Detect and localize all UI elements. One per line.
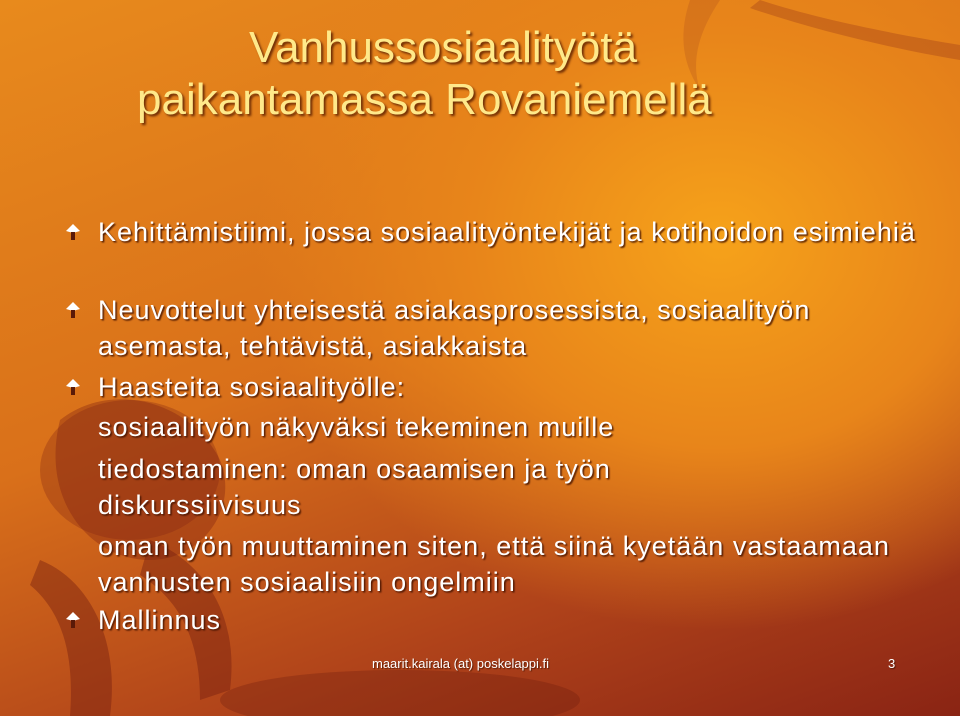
- page-number: 3: [888, 656, 896, 671]
- bullet-item: [66, 602, 918, 638]
- bullet-item: [66, 369, 918, 405]
- sub-item-text: sosiaalityön näkyväksi tekeminen muille: [98, 412, 615, 442]
- diamond-bullet-icon: [66, 224, 80, 240]
- slide-title: [137, 22, 917, 126]
- diamond-bullet-icon: [66, 302, 80, 318]
- footer-email: maarit.kairala (at) poskelappi.fi: [372, 656, 550, 671]
- title-line-1: Vanhussosiaalityötä: [249, 23, 638, 72]
- sub-item-text: tiedostaminen: oman osaamisen ja työn diskurssiivisuus: [98, 454, 611, 520]
- sub-item: [66, 528, 918, 600]
- bullet-text: Kehittämistiimi, jossa sosiaalityöntekijät ja kotihoidon esimiehiä: [98, 217, 916, 247]
- bullet-item: [66, 292, 918, 364]
- bullet-text: Neuvottelut yhteisestä asiakasprosessista, sosiaalityön asemasta, tehtävistä, asiakkaista: [98, 295, 811, 361]
- bullet-text: Haasteita sosiaalityölle:: [98, 372, 406, 402]
- sub-item: [66, 409, 918, 445]
- sub-item-text: oman työn muuttaminen siten, että siinä kyetään vastaamaan vanhusten sosiaalisiin ongelmiin: [98, 531, 890, 597]
- bullet-text: Mallinnus: [98, 605, 222, 635]
- bullet-item: [66, 214, 918, 250]
- diamond-bullet-icon: [66, 379, 80, 395]
- sub-item: [66, 451, 798, 523]
- diamond-bullet-icon: [66, 612, 80, 628]
- title-line-2: paikantamassa Rovaniemellä: [137, 75, 712, 124]
